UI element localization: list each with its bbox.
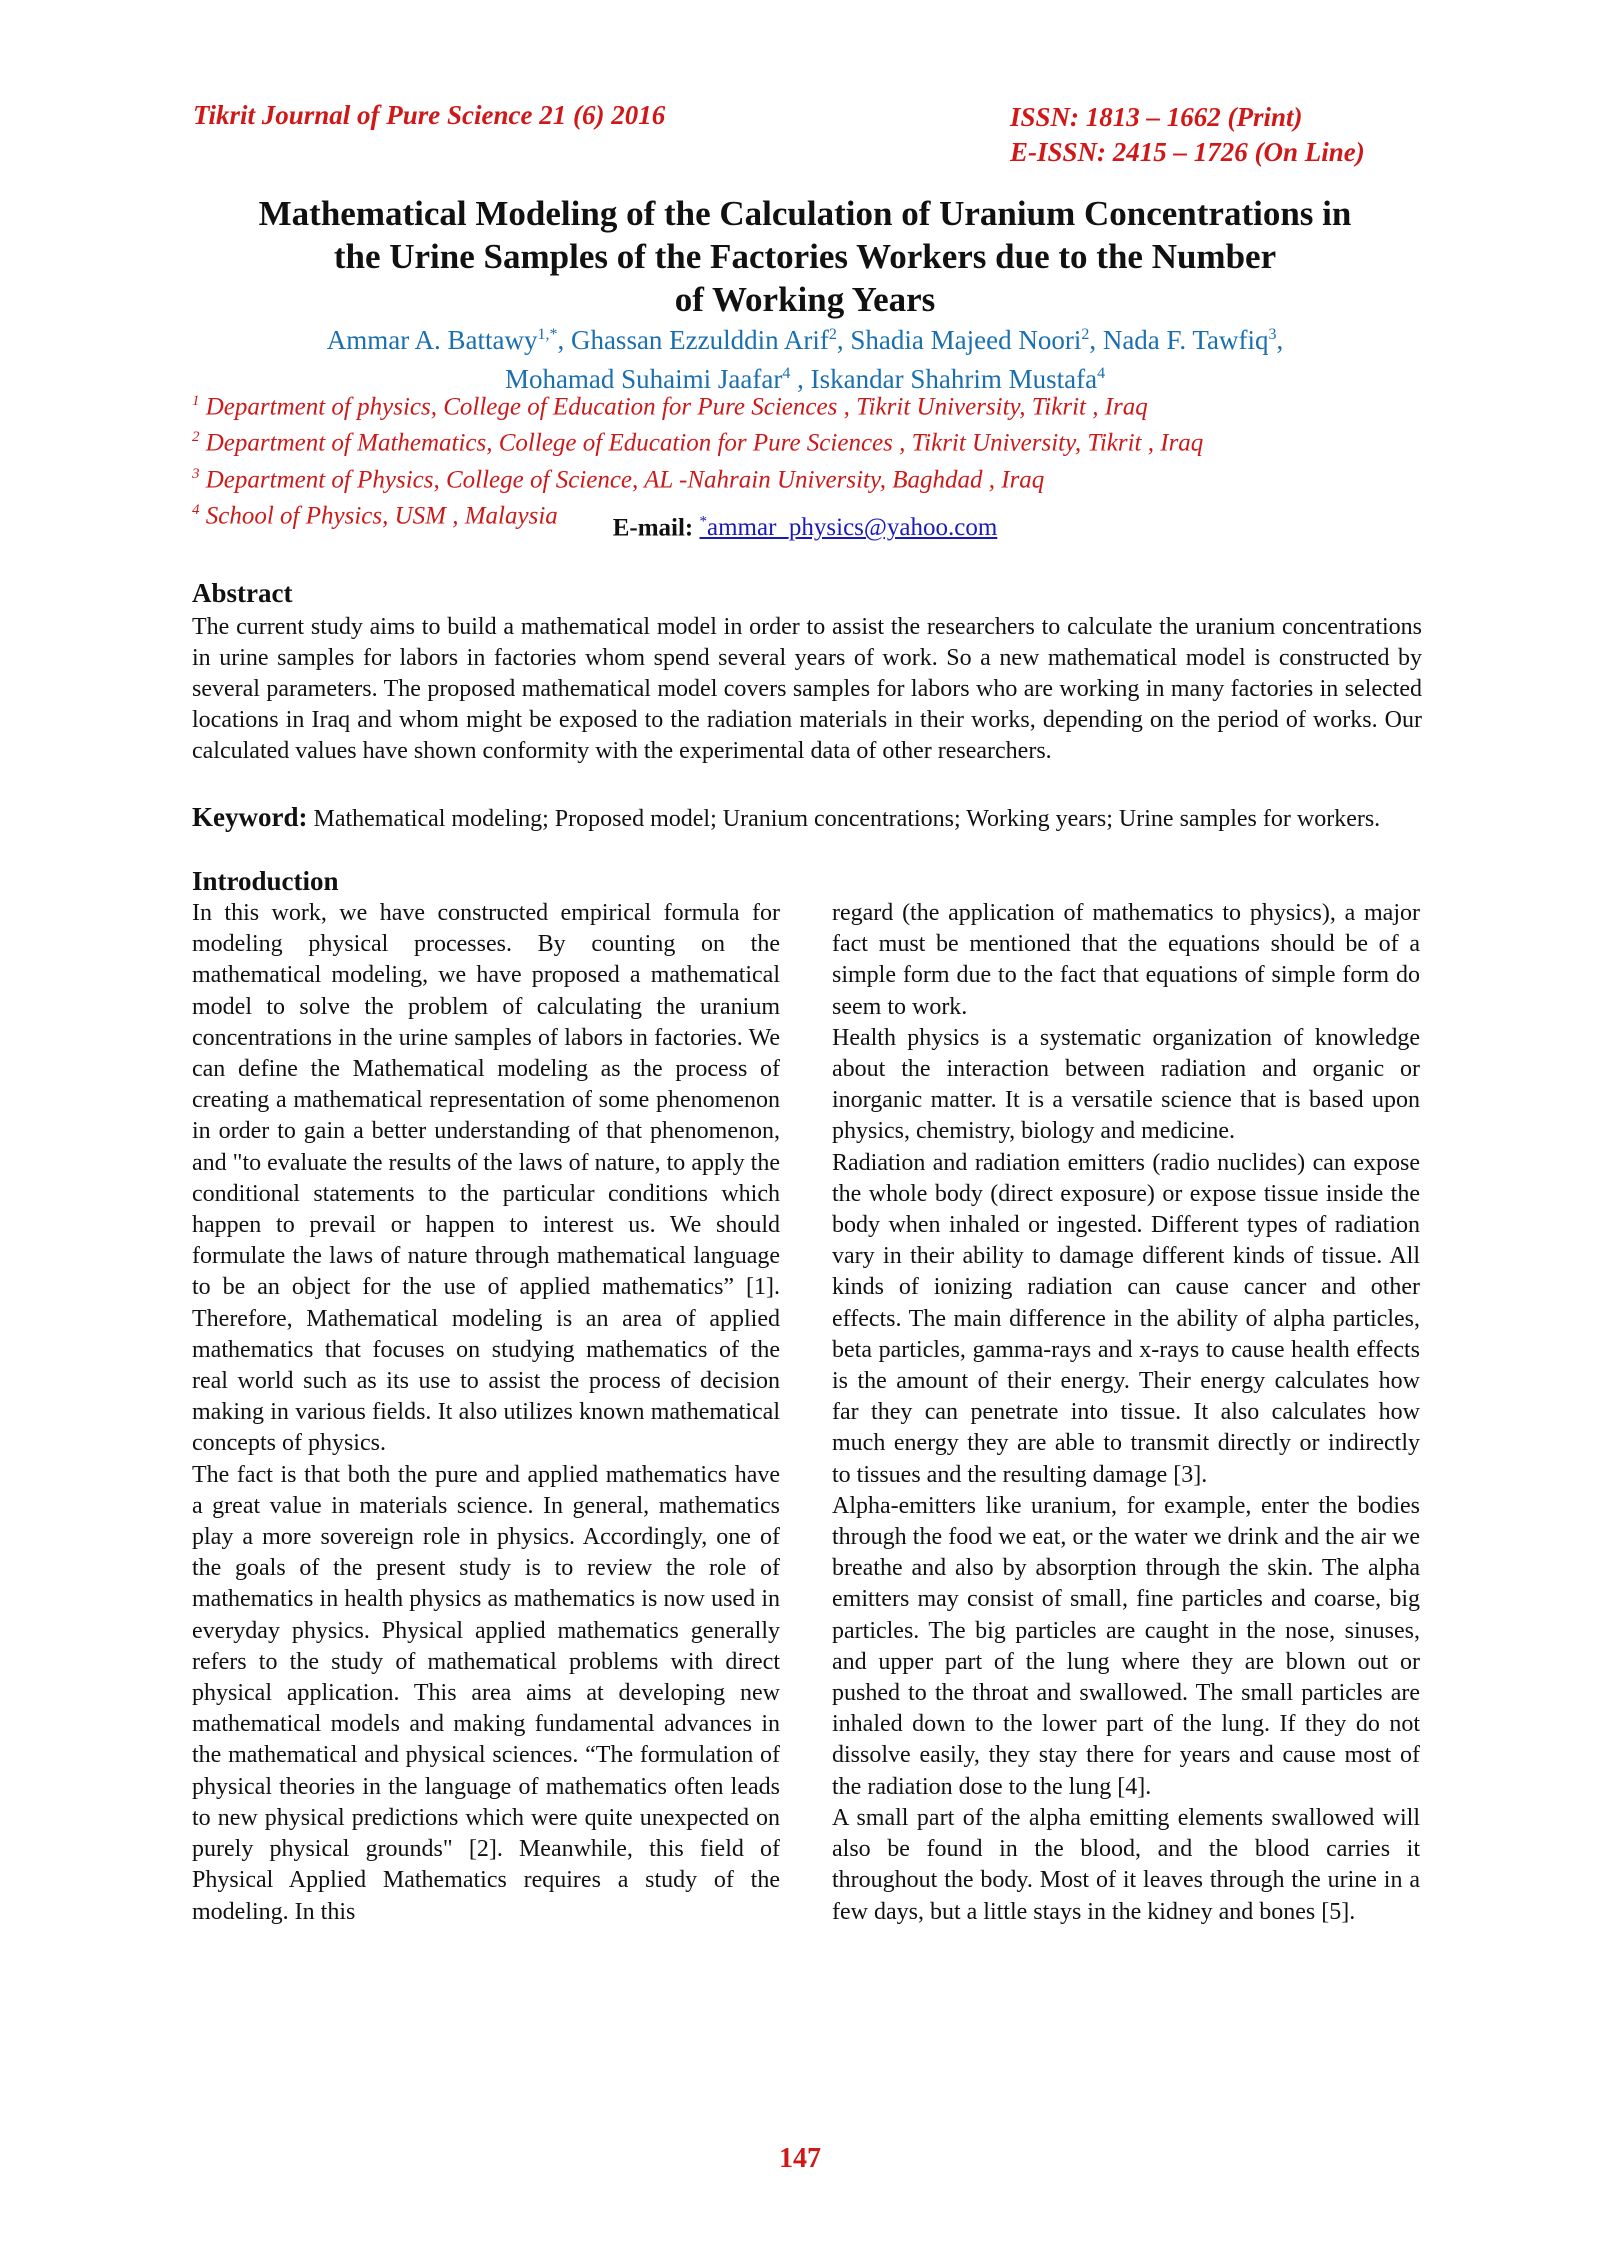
affiliation-text: Department of Mathematics, College of Education for Pure Sciences , Tikrit University, Tikrit , Iraq	[205, 429, 1204, 457]
introduction-right-column	[832, 898, 1420, 1928]
author-line-1: Ammar A. Battawy$^{1,*}$, Ghassan Ezzulddin Arif$^2$, Shadia Majeed Noori$^2$, Nada F. Tawfiq$^3$,	[326, 325, 1284, 355]
keywords-text: Mathematical modeling; Proposed model; Uranium concentrations; Working years; Urine samples for workers.	[307, 806, 1381, 832]
email-label: E-mail:	[612, 514, 694, 542]
paper-title	[180, 192, 1430, 321]
affiliation-item	[192, 459, 1203, 495]
keywords	[192, 802, 1422, 835]
title-line-3: of Working Years	[674, 280, 936, 319]
email-corresponding-mark: *	[699, 514, 707, 530]
affiliation-list	[192, 386, 1203, 531]
email-address: ammar_physics@yahoo.com	[706, 514, 998, 542]
author-affil-mark: 3	[1268, 326, 1277, 343]
issn-print: ISSN: 1813 – 1662 (Print)	[1010, 102, 1303, 132]
paragraph: regard (the application of mathematics to physics), a major fact must be mentioned that the equations should be of a simple form due to the fact that equations of simple form do seem to work.	[832, 900, 1420, 1020]
abstract-text: The current study aims to build a mathematical model in order to assist the researchers to calculate the uranium concentrations in urine samples for labors in factories whom spend several years of work. So a new mathematical model is constructed by several parameters. The proposed mathematical model covers samples for labors who are working in many factories in selected locations in Iraq and whom might be exposed to the radiation materials in their works, depending on the period of works. Our calculated values have shown conformity with the experimental data of other researchers.	[192, 614, 1422, 764]
introduction-heading: Introduction	[192, 866, 339, 896]
title-line-2: the Urine Samples of the Factories Workers due to the Number	[333, 237, 1277, 276]
affiliation-text: Department of physics, College of Education for Pure Sciences , Tikrit University, Tikrit , Iraq	[205, 393, 1148, 421]
affiliation-item	[192, 422, 1203, 458]
author-name: Mohamad Suhaimi Jaafar	[504, 364, 783, 394]
author-line-2: Mohamad Suhaimi Jaafar$^4$ , Iskandar Shahrim Mustafa$^4$	[504, 364, 1106, 394]
keywords-label: Keyword:	[192, 802, 308, 832]
affiliation-text: School of Physics, USM , Malaysia	[205, 502, 558, 530]
affiliation-item	[192, 386, 1203, 422]
introduction-left-column	[192, 898, 780, 1928]
author-name: Iskandar Shahrim Mustafa	[810, 364, 1098, 394]
paragraph: Alpha-emitters like uranium, for example, enter the bodies through the food we eat, or the water we drink and the air we breathe and also by absorption through the skin. The alpha emitters may consist of small, fine particles and coarse, big particles. The big particles are caught in the nose, sinuses, and upper part of the lung where they are blown out or pushed to the throat and swallowed. The small particles are inhaled down to the lower part of the lung. If they do not dissolve easily, they stay there for years and cause most of the radiation dose to the lung [4].	[832, 1492, 1420, 1800]
paragraph: In this work, we have constructed empirical formula for modeling physical processes. By counting on the mathematical modeling, we have proposed a mathematical model to solve the problem of calculating the uranium concentrations in the urine samples of labors in factories. We can define the Mathematical modeling as the process of creating a mathematical representation of some phenomenon in order to gain a better understanding of that phenomenon, and "to evaluate the results of the laws of nature, to apply the conditional statements to the particular conditions which happen to prevail or happen to interest us. We should formulate the laws of nature through mathematical language to be an object for the use of applied mathematics” [1]. Therefore, Mathematical modeling is an area of applied mathematics that focuses on studying mathematics of the real world such as its use to assist the process of decision making in various fields. It also utilizes known mathematical concepts of physics.	[192, 900, 780, 1457]
author-name: Nada F. Tawfiq	[1102, 325, 1269, 355]
affiliation-text: Department of Physics, College of Science, AL -Nahrain University, Baghdad , Iraq	[205, 465, 1045, 493]
affiliation-number: 1	[192, 393, 200, 409]
author-affil-mark: 1,*	[537, 326, 558, 343]
author-name: Ammar A. Battawy	[326, 325, 538, 355]
paragraph: Radiation and radiation emitters (radio nuclides) can expose the whole body (direct exposure) or expose tissue inside the body when inhaled or ingested. Different types of radiation vary in their ability to damage different kinds of tissue. All kinds of ionizing radiation can cause cancer and other effects. The main difference in the ability of alpha particles, beta particles, gamma-rays and x-rays to cause health effects is the amount of their energy. Their energy calculates how far they can penetrate into tissue. It also calculates how much energy they are able to transmit directly or indirectly to tissues and the resulting damage [3].	[832, 1149, 1420, 1488]
author-name: Ghassan Ezzulddin Arif	[570, 325, 829, 355]
author-affil-mark: 2	[1081, 326, 1090, 343]
title-line-1: Mathematical Modeling of the Calculation of Uranium Concentrations in	[258, 194, 1352, 233]
abstract-heading: Abstract	[192, 578, 293, 608]
journal-name: Tikrit Journal of Pure Science 21 (6) 2016	[193, 100, 666, 130]
paragraph: Health physics is a systematic organization of knowledge about the interaction between radiation and organic or inorganic matter. It is a versatile science that is based upon physics, chemistry, biology and medicine.	[832, 1024, 1420, 1145]
author-name: Shadia Majeed Noori	[850, 325, 1082, 355]
author-affil-mark: 4	[782, 365, 791, 382]
email-link[interactable]	[699, 514, 997, 541]
issn-block	[1010, 100, 1365, 170]
affiliation-number: 2	[192, 429, 200, 446]
author-list	[180, 318, 1430, 396]
contact-email	[180, 514, 1430, 542]
paragraph: The fact is that both the pure and applied mathematics have a great value in materials science. In general, mathematics play a more sovereign role in physics. Accordingly, one of the goals of the present study is to review the role of mathematics in health physics as mathematics is now used in everyday physics. Physical applied mathematics generally refers to the study of mathematical problems with direct physical application. This area aims at developing new mathematical models and making fundamental advances in the mathematical and physical sciences. “The formulation of physical theories in the language of mathematics often leads to new physical predictions which were quite unexpected on purely physical grounds" [2]. Meanwhile, this field of Physical Applied Mathematics requires a study of the modeling. In this	[192, 1461, 780, 1925]
affiliation-number: 3	[192, 465, 200, 482]
affiliation-number: 4	[192, 501, 200, 518]
author-affil-mark: 2	[828, 326, 837, 343]
author-affil-mark: 4	[1097, 365, 1106, 382]
paragraph: A small part of the alpha emitting elements swallowed will also be found in the blood, and the blood carries it throughout the body. Most of it leaves through the urine in a few days, but a little stays in the kidney and bones [5].	[832, 1804, 1420, 1925]
page-number: 147	[779, 2143, 821, 2174]
issn-online: E-ISSN: 2415 – 1726 (On Line)	[1010, 137, 1365, 167]
